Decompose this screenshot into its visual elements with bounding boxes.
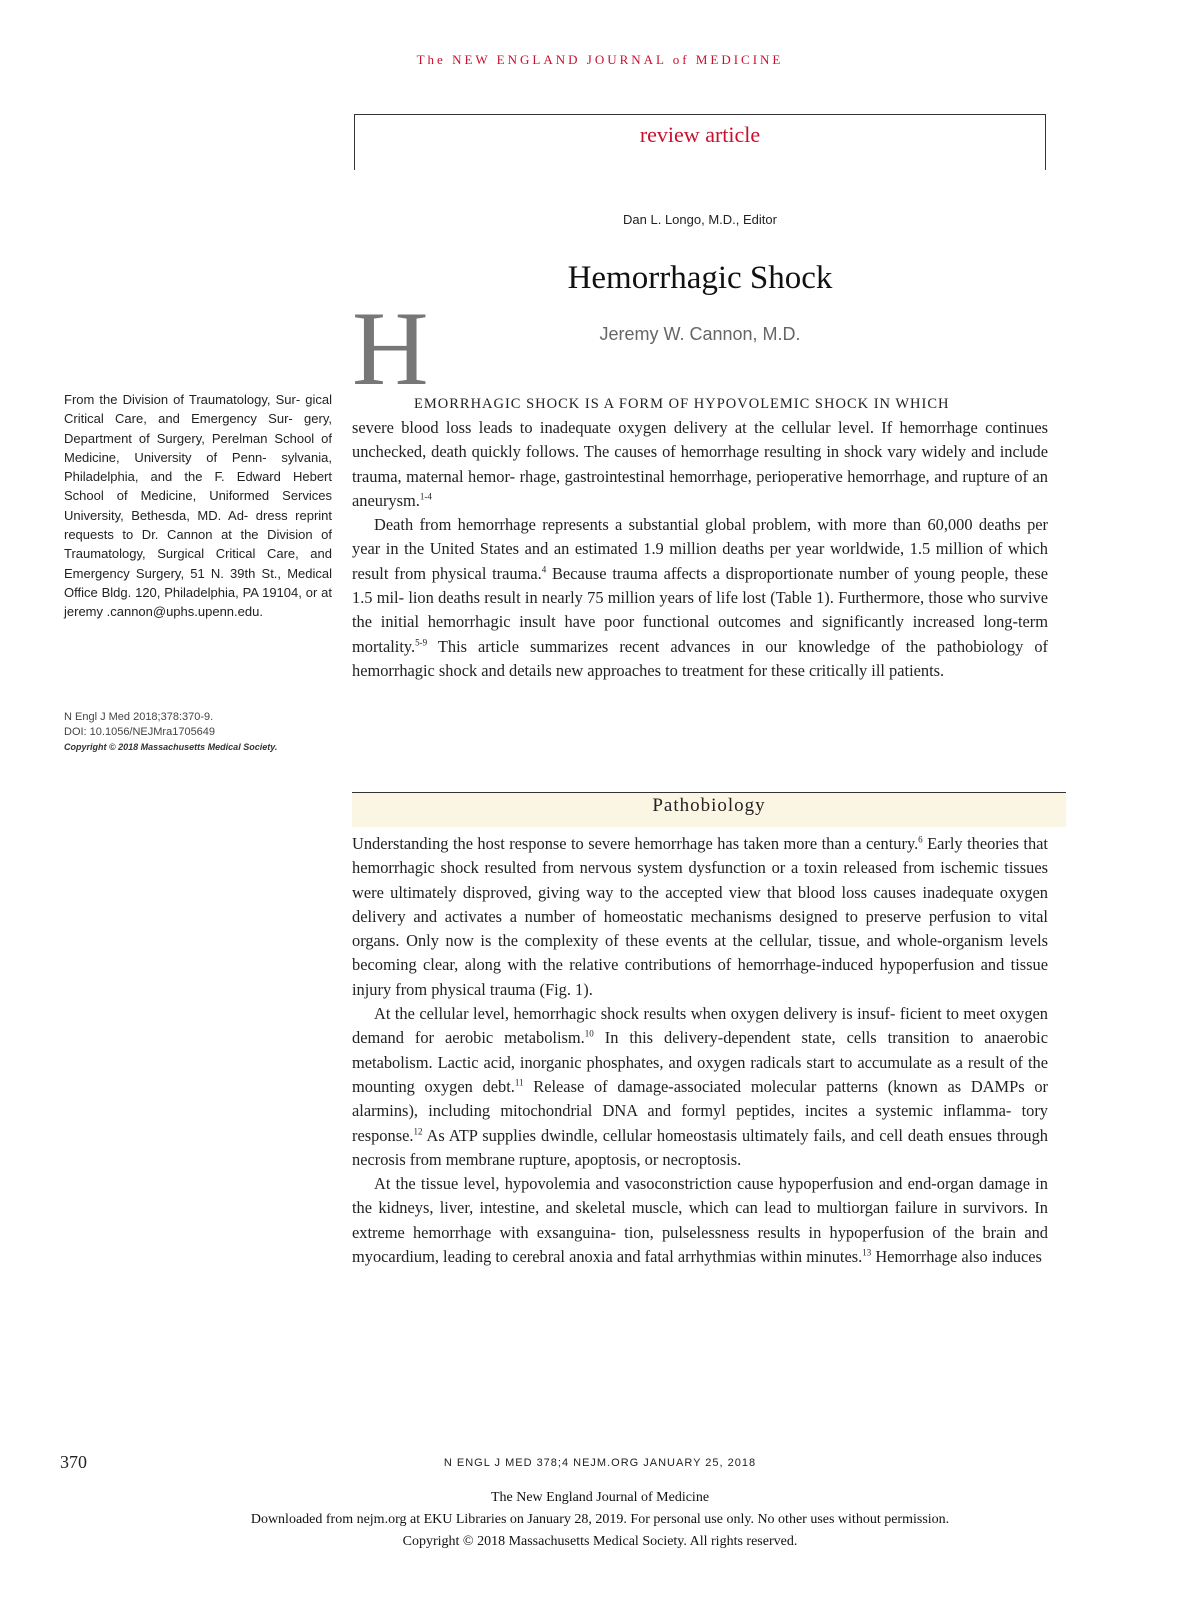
download-notice-permission: Downloaded from nejm.org at EKU Libraries on January 28, 2019. For personal use only. No other uses without permission.	[250, 1512, 950, 1527]
citation-block	[64, 710, 344, 755]
journal-reference: N Engl J Med 2018;378:370-9.	[64, 711, 214, 723]
editor-line: Dan L. Longo, M.D., Editor	[623, 212, 777, 227]
drop-cap: H	[352, 290, 429, 407]
article-title: Hemorrhagic Shock	[567, 260, 833, 296]
section-label: review article	[639, 122, 761, 147]
pathobiology-section	[352, 832, 1048, 1269]
pathobiology-paragraph-1: Understanding the host response to severe hemorrhage has taken more than a century.$^6$ Early theories that hemorrhagic shock resulted from nervous system dysfunction or a toxin released from ischemic tissues were ultimately disproved, giving way to the accepted view that blood loss causes inadequate oxygen delivery and activates a number of homeostatic mechanisms designed to preserve perfusion to vital organs. Only now is the complexity of these events at the cellular, tissue, and whole-organism levels becoming clear, along with the relative contributions of hemorrhage-induced hypoperfusion and tissue injury from physical trauma (Fig. 1).	[352, 834, 1048, 999]
author-affiliation: From the Division of Traumatology, Sur- gical Critical Care, and Emergency Sur- gery, Department of Surgery, Perelman School of Medicine, University of Penn- sylvania, Philadelphia, and the F. Edward Hebert School of Medicine, Uniformed Services University, Bethesda, MD. Ad- dress reprint requests to Dr. Cannon at the Division of Traumatology, Surgical Critical Care, and Emergency Surgery, 51 N. 39th St., Medical Office Bldg. 120, Philadelphia, PA 19104, or at jeremy .cannon@uphs.upenn.edu.	[64, 392, 332, 620]
page-number: 370	[60, 1452, 87, 1472]
doi[interactable]: DOI: 10.1056/NEJMra1705649	[64, 726, 216, 738]
download-notice-journal: The New England Journal of Medicine	[490, 1490, 710, 1505]
intro-paragraph-2: Death from hemorrhage represents a substantial global problem, with more than 60,000 deaths per year in the United States and an estimated 1.9 million deaths per year worldwide, 1.5 million of which result from physical trauma.$^4$ Because trauma affects a disproportionate number of young people, these 1.5 mil- lion deaths result in nearly 75 million years of life lost (Table 1). Furthermore, those who survive the initial hemorrhagic insult have poor functional outcomes and significantly increased long-term mortality.$^{5-9}$ This article summarizes recent advances in our knowledge of the pathobiology of hemorrhagic shock and details new approaches to treatment for these critically ill patients.	[352, 515, 1048, 680]
journal-masthead: The NEW ENGLAND JOURNAL of MEDICINE	[416, 52, 784, 67]
pathobiology-paragraph-3: At the tissue level, hypovolemia and vasoconstriction cause hypoperfusion and end-organ damage in the kidneys, liver, intestine, and skeletal muscle, which can lead to multiorgan failure in survivors. In extreme hemorrhage with exsanguina- tion, pulselessness results in hypoperfusion of the brain and myocardium, leading to cerebral anoxia and fatal arrhythmias within minutes.$^{13}$ Hemorrhage also induces	[352, 1174, 1048, 1267]
introduction	[352, 416, 1048, 683]
download-notice-copyright: Copyright © 2018 Massachusetts Medical Society. All rights reserved.	[402, 1534, 798, 1549]
citation-copyright: Copyright © 2018 Massachusetts Medical Society.	[64, 742, 278, 752]
running-footer: N ENGL J MED 378;4 NEJM.ORG JANUARY 25, 2018	[443, 1457, 757, 1469]
intro-paragraph-1: severe blood loss leads to inadequate oxygen delivery at the cellular level. If hemorrhage continues unchecked, death quickly follows. The causes of hemorrhage resulting in shock vary widely and include trauma, maternal hemor- rhage, gastrointestinal hemorrhage, perioperative hemorrhage, and rupture of an aneurysm.$^{1-4}$	[352, 418, 1048, 510]
intro-first-line: EMORRHAGIC SHOCK IS A FORM OF HYPOVOLEMIC SHOCK IN WHICH	[414, 396, 950, 412]
author-name: Jeremy W. Cannon, M.D.	[599, 324, 801, 344]
pathobiology-paragraph-2: At the cellular level, hemorrhagic shock results when oxygen delivery is insuf- ficient to meet oxygen demand for aerobic metabolism.$^{10}$ In this delivery-dependent state, cells transition to anaerobic metabolism. Lactic acid, inorganic phosphates, and oxygen radicals start to accumulate as a result of the mounting oxygen debt.$^{11}$ Release of damage-associated molecular patterns (known as DAMPs or alarmins), including mitochondrial DNA and formyl peptides, incites a systemic inflamma- tory response.$^{12}$ As ATP supplies dwindle, cellular homeostasis ultimately fails, and cell death ensues through necrosis from membrane rupture, apoptosis, or necroptosis.	[352, 1004, 1048, 1169]
section-heading: Pathobiology	[652, 795, 766, 816]
